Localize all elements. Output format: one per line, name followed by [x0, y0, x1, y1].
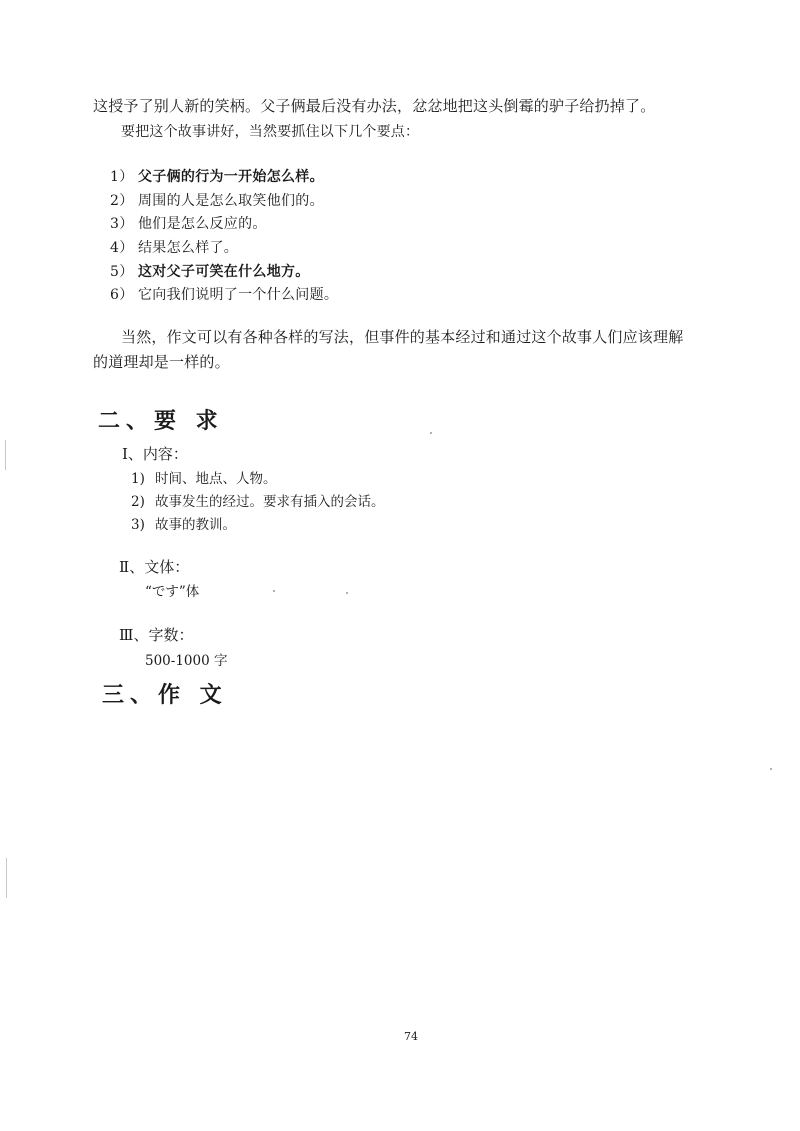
section-heading-requirements: 二、要 求: [98, 409, 224, 434]
content-item-text: 故事的教训。: [155, 517, 236, 533]
content-item: [131, 490, 385, 510]
list-item-text: 他们是怎么反应的。: [138, 216, 267, 232]
list-item: [110, 190, 324, 210]
list-item-number: 4）: [110, 240, 134, 256]
list-item-number: 1）: [110, 169, 134, 185]
paragraph-continuation: 这授予了别人新的笑柄。父子俩最后没有办法，忿忿地把这头倒霉的驴子给扔掉了。: [93, 97, 656, 115]
list-item: [110, 237, 238, 257]
content-item-text: 故事发生的经过。要求有插入的会话。: [155, 494, 385, 510]
word-count-label: Ⅲ、字数：: [119, 626, 194, 644]
word-count-value: 500-1000 字: [145, 653, 228, 669]
list-item: [110, 261, 310, 281]
page-number: 74: [404, 1030, 418, 1043]
scan-edge-mark: [5, 440, 6, 470]
content-item-number: 1): [131, 471, 145, 487]
list-item-text: 它向我们说明了一个什么问题。: [138, 287, 339, 303]
content-item-text: 时间、地点、人物。: [155, 471, 277, 487]
intro-line: 要把这个故事讲好，当然要抓住以下几个要点：: [121, 124, 420, 140]
scan-edge-mark: [6, 858, 7, 898]
scan-speck: [273, 590, 275, 592]
section-heading-composition: 三、作 文: [102, 683, 228, 708]
content-item: [131, 467, 277, 487]
conclusion-line: 的道理却是一样的。: [93, 353, 230, 371]
list-item-text: 结果怎么样了。: [138, 240, 239, 256]
scan-speck: [346, 592, 348, 594]
scan-speck: [770, 768, 772, 770]
content-item: [131, 513, 236, 533]
scan-speck: [430, 432, 432, 434]
content-label: Ⅰ、内容：: [122, 445, 188, 463]
list-item-text: 这对父子可笑在什么地方。: [138, 264, 310, 280]
list-item: [110, 213, 267, 233]
list-item-number: 5）: [110, 264, 134, 280]
content-item-number: 3): [131, 517, 145, 533]
list-item-number: 2）: [110, 193, 134, 209]
list-item-text: 父子俩的行为一开始怎么样。: [138, 169, 324, 185]
style-label: Ⅱ、文体：: [119, 558, 190, 576]
style-value: “です”体: [145, 584, 200, 600]
list-item-number: 6）: [110, 287, 134, 303]
content-item-number: 2): [131, 494, 145, 510]
conclusion-line: 当然，作文可以有各种各样的写法，但事件的基本经过和通过这个故事人们应该理解: [121, 328, 684, 346]
list-item: [110, 284, 338, 304]
list-item-text: 周围的人是怎么取笑他们的。: [138, 193, 324, 209]
list-item: [110, 166, 324, 186]
list-item-number: 3）: [110, 216, 134, 232]
